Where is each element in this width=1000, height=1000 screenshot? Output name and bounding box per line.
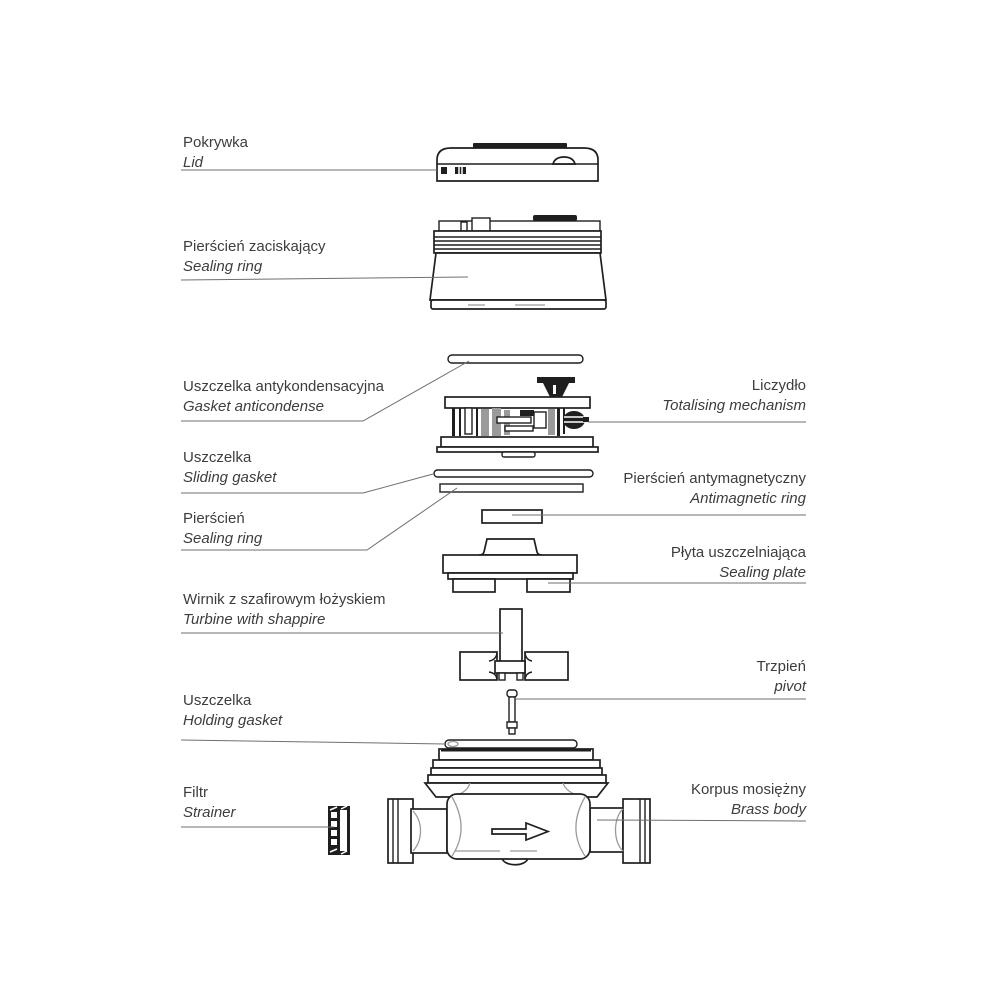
label-strainer-pl: Filtr: [183, 784, 208, 801]
brass-body-drawing: [388, 749, 650, 865]
label-clamping-ring-en: Sealing ring: [183, 258, 263, 275]
strainer-drawing: [328, 806, 350, 855]
sliding-gasket-drawing: [434, 470, 593, 477]
label-antimagnetic-ring-en: Antimagnetic ring: [690, 490, 806, 507]
label-anticondensation-gasket-pl: Uszczelka antykondensacyjna: [183, 378, 384, 395]
sealing-ring-drawing: [440, 484, 583, 492]
label-sealing-plate-pl: Płyta uszczelniająca: [670, 544, 806, 561]
label-sealing-ring: [183, 509, 262, 549]
label-turbine-pl: Wirnik z szafirowym łożyskiem: [183, 591, 386, 608]
label-anticondensation-gasket: [183, 377, 384, 417]
turbine-drawing: [460, 609, 568, 680]
pivot-drawing: [507, 690, 517, 734]
label-sliding-gasket-en: Sliding gasket: [183, 469, 277, 486]
label-anticondensation-gasket-en: Gasket anticondense: [183, 398, 324, 415]
label-pivot-pl: Trzpień: [756, 658, 806, 675]
lid-drawing: [437, 143, 598, 181]
label-sealing-plate-en: Sealing plate: [719, 564, 806, 581]
label-antimagnetic-ring: [623, 469, 806, 509]
label-brass-body-en: Brass body: [730, 801, 806, 818]
label-totalising-mechanism-pl: Liczydło: [751, 377, 806, 394]
sealing-plate-drawing: [443, 539, 577, 592]
label-sliding-gasket-pl: Uszczelka: [183, 449, 252, 466]
label-clamping-ring-pl: Pierścień zaciskający: [183, 238, 326, 255]
label-strainer-en: Strainer: [183, 804, 236, 821]
label-lid: [183, 133, 248, 173]
label-sliding-gasket: [183, 448, 276, 488]
label-lid-pl: Pokrywka: [183, 134, 249, 151]
label-sealing-plate: [671, 543, 806, 583]
label-pivot-en: pivot: [774, 678, 806, 695]
label-antimagnetic-ring-pl: Pierścień antymagnetyczny: [623, 470, 806, 487]
clamping-ring-drawing: [430, 215, 606, 309]
label-strainer: [183, 783, 236, 823]
label-sealing-ring-pl: Pierścień: [183, 510, 245, 527]
label-pivot: [757, 657, 806, 697]
label-holding-gasket-pl: Uszczelka: [183, 692, 252, 709]
label-turbine: [183, 590, 386, 630]
label-holding-gasket-en: Holding gasket: [183, 712, 283, 729]
label-lid-en: Lid: [183, 154, 204, 171]
label-holding-gasket: [183, 691, 282, 731]
label-clamping-ring: [183, 237, 326, 277]
label-totalising-mechanism: [662, 376, 806, 416]
label-brass-body: [691, 780, 806, 820]
antimagnetic-ring-drawing: [482, 510, 542, 523]
label-brass-body-pl: Korpus mosiężny: [690, 781, 806, 798]
label-sealing-ring-en: Sealing ring: [183, 530, 263, 547]
label-turbine-en: Turbine with shappire: [183, 611, 326, 628]
holding-gasket-drawing: [445, 740, 577, 748]
label-totalising-mechanism-en: Totalising mechanism: [662, 397, 806, 414]
totalising-mechanism-drawing: [437, 377, 598, 457]
